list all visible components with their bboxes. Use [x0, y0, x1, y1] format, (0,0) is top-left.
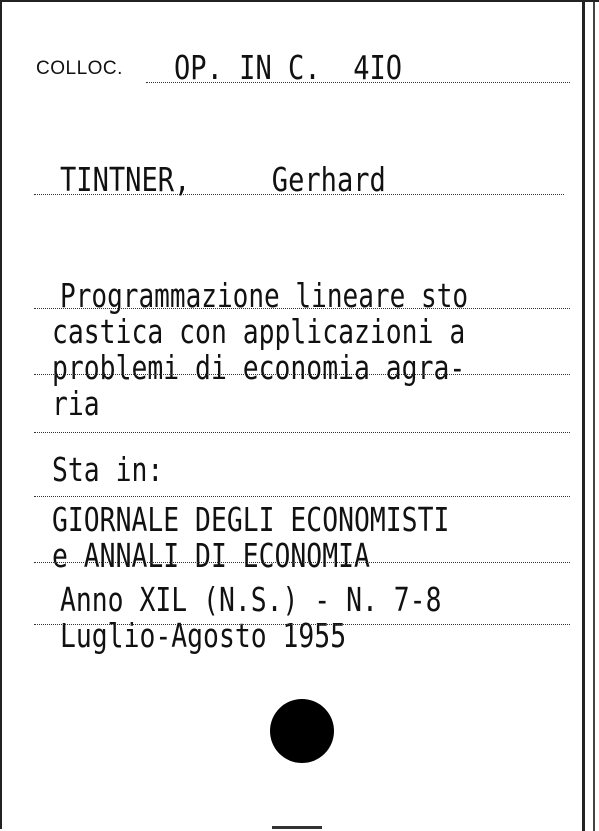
- sta-in-rule: [34, 496, 570, 497]
- source-line-1: GIORNALE DEGLI ECONOMISTI: [52, 500, 450, 539]
- source-line-4: Luglio-Agosto 1955: [60, 616, 347, 655]
- author-name: TINTNER, Gerhard: [60, 160, 386, 199]
- colloc-label: COLLOC.: [36, 58, 123, 79]
- title-line-3: problemi di economia agra-: [52, 348, 466, 387]
- source-rule-2: [34, 624, 570, 625]
- title-line-4: ria: [52, 384, 100, 423]
- card-right-border: [582, 2, 585, 831]
- sta-in-label: Sta in:: [52, 450, 164, 489]
- card-outer-border: [593, 2, 595, 831]
- title-line-2: castica con applicazioni a: [52, 312, 466, 351]
- author-rule: [34, 194, 564, 195]
- title-rule-1: [34, 308, 570, 309]
- colloc-value: OP. IN C. 4IO: [174, 48, 403, 87]
- title-line-1: Programmazione lineare sto: [60, 276, 469, 315]
- punch-hole: [270, 699, 334, 763]
- colloc-rule: [146, 82, 570, 83]
- title-rule-2: [34, 374, 570, 375]
- source-line-3: Anno XIL (N.S.) - N. 7-8: [60, 580, 442, 619]
- source-rule-1: [34, 562, 570, 563]
- title-rule-3: [34, 432, 570, 433]
- source-line-2: e ANNALI DI ECONOMIA: [52, 536, 370, 575]
